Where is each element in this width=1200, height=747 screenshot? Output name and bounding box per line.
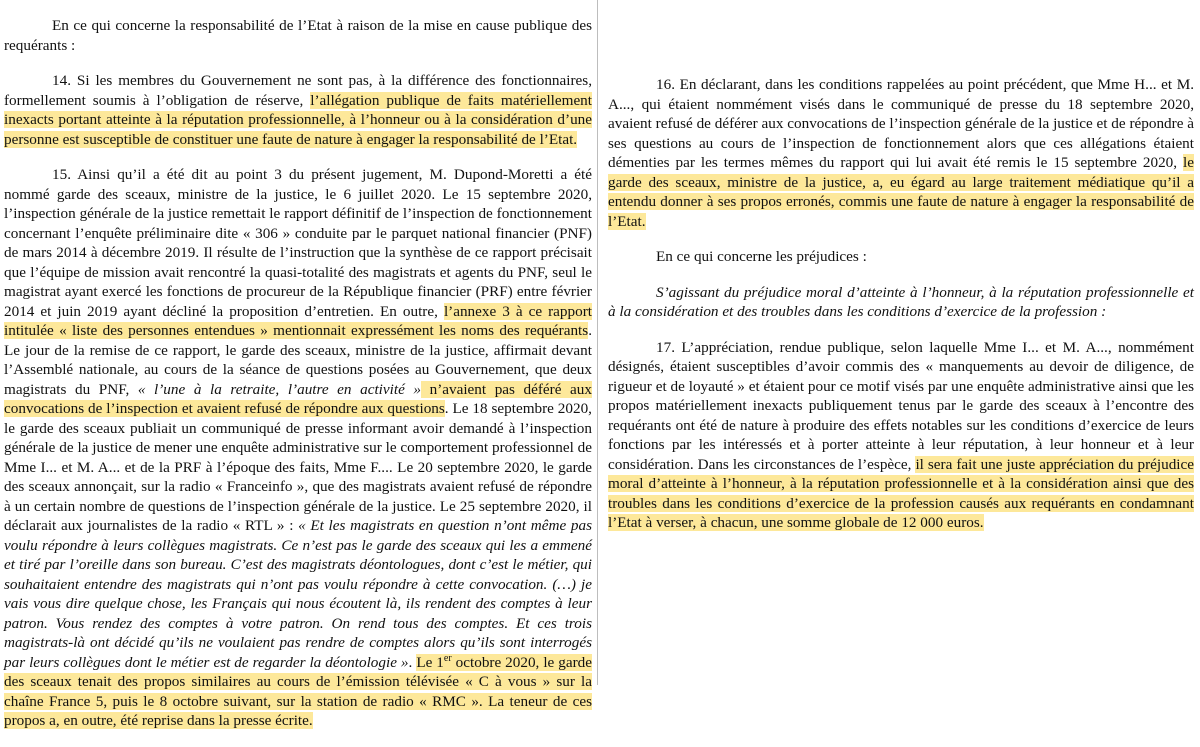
right-column <box>608 0 1194 549</box>
paragraph-16: 16. En déclarant, dans les conditions rappelées au point précédent, que Mme H... et M. A..., qui étaient nommément visés dans le communiqué de presse du 18 septembre 2020, avaient refusé de déférer aux convocations de l’inspection générale de la justice et de répondre à ses questions au cours de l’inspection de fonctionnement alors que ces allégations étaient démenties par les termes mêmes du rapport qui lui avait été remis le 15 septembre 2020, le garde des sceaux, ministre de la justice, a, eu égard au large traitement médiatique qu’il a entendu donner à ses propos erronés, commis une faute de nature à engager la responsabilité de l’Etat. <box>608 76 1194 230</box>
highlight: le garde des sceaux, ministre de la justice, a, eu égard au large traitement médiatique qu’il a entendu donner à ses propos erronés, commis une faute de nature à engager la responsabilité de l’Etat. <box>608 154 1194 230</box>
highlight: n’avaient pas déféré aux convocations de l’inspection et avaient refusé de répondre aux questions <box>4 380 592 417</box>
section-heading-prejudices: En ce qui concerne les préjudices : <box>656 248 867 265</box>
section-heading-state-liability: En ce qui concerne la responsabilité de l’Etat à raison de la mise en cause publique des requérants : <box>4 17 592 54</box>
highlight: Le 1er octobre 2020, le garde des sceaux tenait des propos similaires au cours de l’émission télévisée « C à vous » sur la chaîne France 5, puis le 8 octobre suivant, sur la station de radio « RMC ». La teneur de ces propos a, en outre, été reprise dans la presse écrite. <box>4 652 592 729</box>
paragraph-17: 17. L’appréciation, rendue publique, selon laquelle Mme I... et M. A..., nommément désignés, étaient susceptibles d’avoir commis des « manquements au devoir de diligence, de rigueur et de loyauté » et étaient pour ce motif visés par une enquête administrative ainsi que les propos matériellement inexacts publiquement tenus par le garde des sceaux à l’encontre des requérants ont été de nature à produire des effets notables sur les conditions d’exercice de leurs fonctions par les intéressés et à porter atteinte à leur réputation, à leur honneur et à leur considération. Dans les circonstances de l’espèce, il sera fait une juste appréciation du préjudice moral d’atteinte à l’honneur, à la réputation professionnelle et à la considération ainsi que des troubles dans les conditions d’exercice de la profession causés aux requérants en condamnant l’Etat à verser, à chacun, une somme globale de 12 000 euros. <box>608 338 1194 531</box>
highlight: il sera fait une juste appréciation du préjudice moral d’atteinte à l’honneur, à la réputation professionnelle et à la considération ainsi que des troubles dans les conditions d’exercice de la profession causés aux requérants en condamnant l’Etat à verser, à chacun, une somme globale de 12 000 euros. <box>608 455 1194 531</box>
column-separator <box>597 0 598 685</box>
highlight: l’annexe 3 à ce rapport intitulée « liste des personnes entendues » mentionnait expressément les noms des requérants <box>4 302 592 339</box>
quote-rtl: « Et les magistrats en question n’ont même pas voulu répondre à leurs collègues magistrats. Ce n’est pas le garde des sceaux qui les a emmené et tiré par l’oreille dans son bureau. C’est des magistrats déontologues, dont c’est le métier, qui souhaitaient entendre des magistrats qui n’ont pas voulu répondre à cette convocation. (…) je vais vous dire quelque chose, les Français qui nous écoutent là, ils rendent des comptes à leur patron. Vous rendez des comptes à votre patron. On rend tous des comptes. Et ces trois magistrats-là ont décidé qu’ils ne voulaient pas rendre de comptes alors qu’ils sont interrogés par leurs collègues dont le métier est de regarder la déontologie » <box>4 517 592 671</box>
paragraph-14: 14. Si les membres du Gouvernement ne sont pas, à la différence des fonctionnaires, formellement soumis à l’obligation de réserve, l’allégation publique de faits matériellement inexacts portant atteinte à la réputation professionnelle, à l’honneur ou à la considération d’une personne est susceptible de constituer une faute de nature à engager la responsabilité de l’Etat. <box>4 72 592 148</box>
highlight: l’allégation publique de faits matériellement inexacts portant atteinte à la réputation professionnelle, à l’honneur ou à la considération d’une personne est susceptible de constituer une faute de nature à engager la responsabilité de l’Etat. <box>4 91 592 148</box>
left-column <box>4 0 592 747</box>
subheading-moral-prejudice: S’agissant du préjudice moral d’atteinte à l’honneur, à la réputation professionnelle et à la considération et des troubles dans les conditions d’exercice de la profession : <box>608 283 1194 320</box>
paragraph-15: 15. Ainsi qu’il a été dit au point 3 du présent jugement, M. Dupond-Moretti a été nommé garde des sceaux, ministre de la justice, le 6 juillet 2020. Le 15 septembre 2020, l’inspection générale de la justice remettait le rapport définitif de l’inspection de fonctionnement concernant l’enquête préliminaire dite « 306 » conduite par le parquet national financier (PNF) de mars 2014 à décembre 2019. Il résulte de l’instruction que la synthèse de ce rapport précisait que l’équipe de mission avait rencontré la quasi-totalité des magistrats et agents du PNF, seul le magistrat ayant exercé les fonctions de procureur de la République financier (PRF) entre février 2014 et juin 2019 ayant décliné la proposition d’entretien. En outre, l’annexe 3 à ce rapport intitulée « liste des personnes entendues » mentionnait expressément les noms des requérants. Le jour de la remise de ce rapport, le garde des sceaux, ministre de la justice, affirmait devant l’Assemblé nationale, au cours de la séance de questions posées au Gouvernement, que deux magistrats du PNF, « l’une à la retraite, l’autre en activité » n’avaient pas déféré aux convocations de l’inspection et avaient refusé de répondre aux questions. Le 18 septembre 2020, le garde des sceaux publiait un communiqué de presse informant avoir demandé à l’inspection générale de la justice de mener une enquête administrative sur le comportement professionnel de Mme I... et M. A... et de la PRF à l’époque des faits, Mme F.... Le 20 septembre 2020, le garde des sceaux annonçait, sur la radio « Franceinfo », que des magistrats avaient refusé de répondre à un certain nombre de questions de l’inspection générale de la justice. Le 25 septembre 2020, il déclarait aux journalistes de la radio « RTL » : « Et les magistrats en question n’ont même pas voulu répondre à leurs collègues magistrats. Ce n’est pas le garde des sceaux qui les a emmené et tiré par l’oreille dans son bureau. C’est des magistrats déontologues, dont c’est le métier, qui souhaitaient entendre des magistrats qui n’ont pas voulu répondre à cette convocation. (…) je vais vous dire quelque chose, les Français qui nous écoutent là, ils rendent des comptes à leur patron. Vous rendez des comptes à votre patron. On rend tous des comptes. Et ces trois magistrats-là ont décidé qu’ils ne voulaient pas rendre de comptes alors qu’ils sont interrogés par leurs collègues dont le métier est de regarder la déontologie ». Le 1er octobre 2020, le garde des sceaux tenait des propos similaires au cours de l’émission télévisée « C à vous » sur la chaîne France 5, puis le 8 octobre suivant, sur la station de radio « RMC ». La teneur de ces propos a, en outre, été reprise dans la presse écrite. <box>4 166 592 729</box>
